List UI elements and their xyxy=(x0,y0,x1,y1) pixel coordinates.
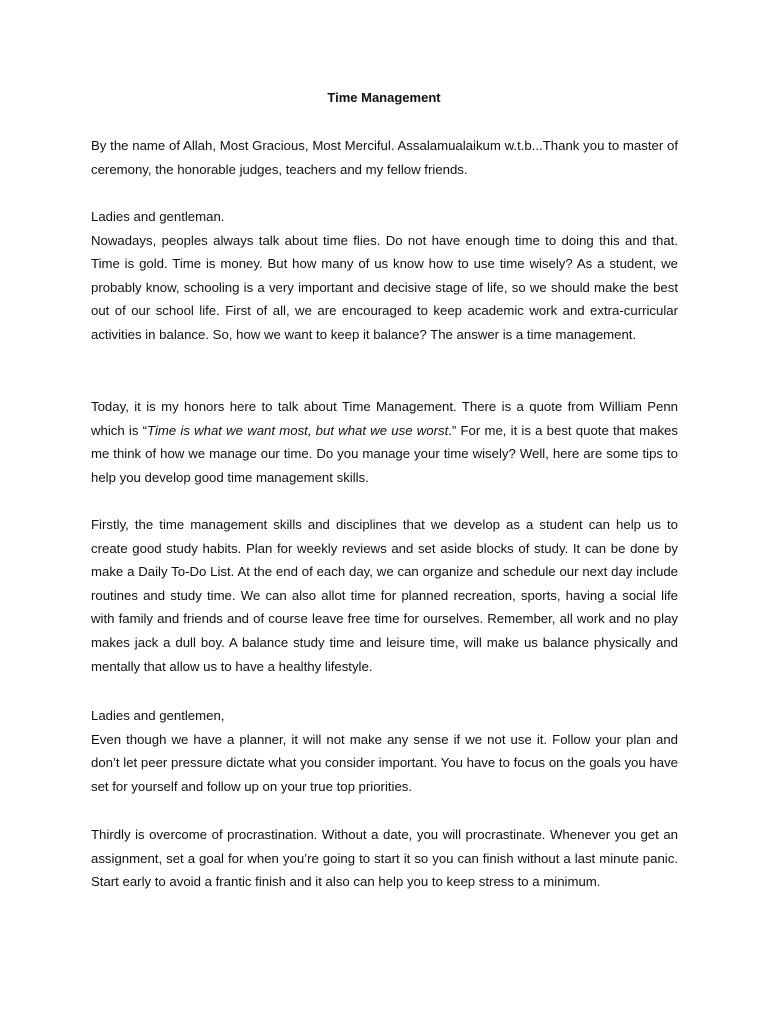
thirdly-text: Thirdly is overcome of procrastination. Without a date, you will procrastinate. Whenever you get an assignment, set a goal for when you’re going to start it so you can finish without a last minute panic. Start early to avoid a frantic finish and it also can help you to keep stress to a minimum. xyxy=(91,827,678,890)
opening-text: By the name of Allah, Most Gracious, Most Merciful. Assalamualaikum w.t.b...Thank you to master of ceremony, the honorable judges, teachers and my fellow friends. xyxy=(91,138,678,177)
paragraph-planner xyxy=(91,704,678,798)
intro-text: Nowadays, peoples always talk about time flies. Do not have enough time to doing this and that. Time is gold. Time is money. But how many of us know how to use time wisely? As a student, we probably know, schooling is a very important and decisive stage of life, so we should make the best out of our school life. First of all, we are encouraged to keep academic work and extra-curricular activities in balance. So, how we want to keep it balance? The answer is a time management. xyxy=(91,232,678,342)
paragraph-intro xyxy=(91,205,678,347)
greeting-ladies-gentleman: Ladies and gentleman. xyxy=(91,209,225,224)
quote-follow-text: .” For me, it is a best quote that makes me think of how we manage our time. Do you manage your time wisely? Well, here are some tips to help you develop good time management skills. xyxy=(91,422,678,485)
paragraph-quote xyxy=(91,395,678,489)
paragraph-opening xyxy=(91,134,678,181)
william-penn-quote: Time is what we want most, but what we use worst xyxy=(147,422,449,438)
paragraph-firstly xyxy=(91,513,678,678)
quote-lead-text: Today, it is my honors here to talk about Time Management. There is a quote from William Penn which is “ xyxy=(91,399,678,438)
document-title: Time Management xyxy=(327,90,441,105)
firstly-text: Firstly, the time management skills and disciplines that we develop as a student can help us to create good study habits. Plan for weekly reviews and set aside blocks of study. It can be done by make a Daily To-Do List. At the end of each day, we can organize and schedule our next day include routines and study time. We can also allot time for planned recreation, sports, having a social life with family and friends and of course leave free time for ourselves. Remember, all work and no play makes jack a dull boy. A balance study time and leisure time, will make us balance physically and mentally that allow us to have a healthy lifestyle. xyxy=(91,517,678,674)
planner-text: Even though we have a planner, it will not make any sense if we not use it. Follow your plan and don’t let peer pressure dictate what you consider important. You have to focus on the goals you have set for yourself and follow up on your true top priorities. xyxy=(91,731,678,794)
greeting-ladies-gentlemen: Ladies and gentlemen, xyxy=(91,708,225,723)
quote-paragraph xyxy=(91,395,678,489)
paragraph-thirdly xyxy=(91,823,678,894)
